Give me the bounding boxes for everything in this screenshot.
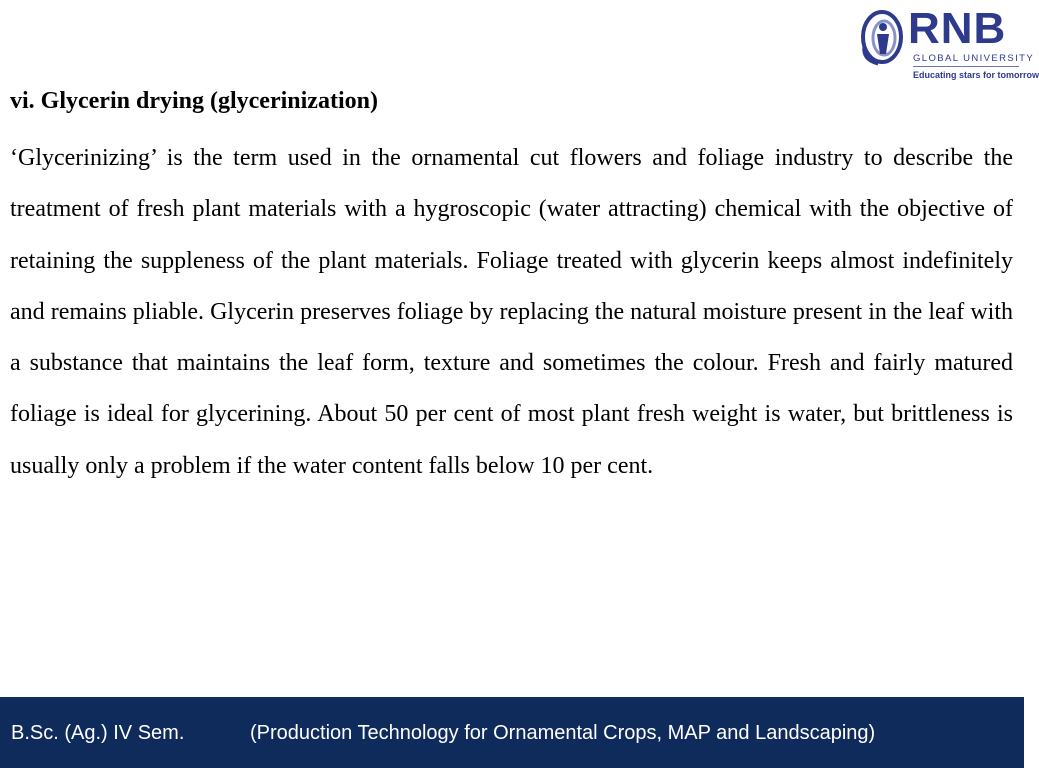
footer-subject-label: (Production Technology for Ornamental Crops, MAP and Landscaping) (250, 722, 876, 744)
logo-subtitle: GLOBAL UNIVERSITY (913, 53, 1035, 64)
logo-divider (913, 66, 1019, 67)
footer-course-label: B.Sc. (Ag.) IV Sem. (11, 722, 185, 744)
section-heading: vi. Glycerin drying (glycerinization) (10, 88, 378, 114)
logo-tagline: Educating stars for tomorrow (913, 70, 1039, 80)
footer-bar (0, 697, 1024, 768)
logo-wordmark: RNB (908, 4, 1007, 53)
body-paragraph: ‘Glycerinizing’ is the term used in the ornamental cut flowers and foliage industry to describe the treatment of fresh plant materials with a hygroscopic (water attracting) chemical with the objective of retaining the suppleness of the plant materials. Foliage treated with glycerin keeps almost indefinitely and remains pliable. Glycerin preserves foliage by replacing the natural moisture present in the leaf with a substance that maintains the leaf form, texture and sometimes the colour. Fresh and fairly matured foliage is ideal for glycerining. About 50 per cent of most plant fresh weight is water, but brittleness is usually only a problem if the water content falls below 10 per cent. (10, 145, 1013, 479)
rnb-emblem-icon (858, 8, 904, 66)
university-logo (856, 4, 1039, 94)
